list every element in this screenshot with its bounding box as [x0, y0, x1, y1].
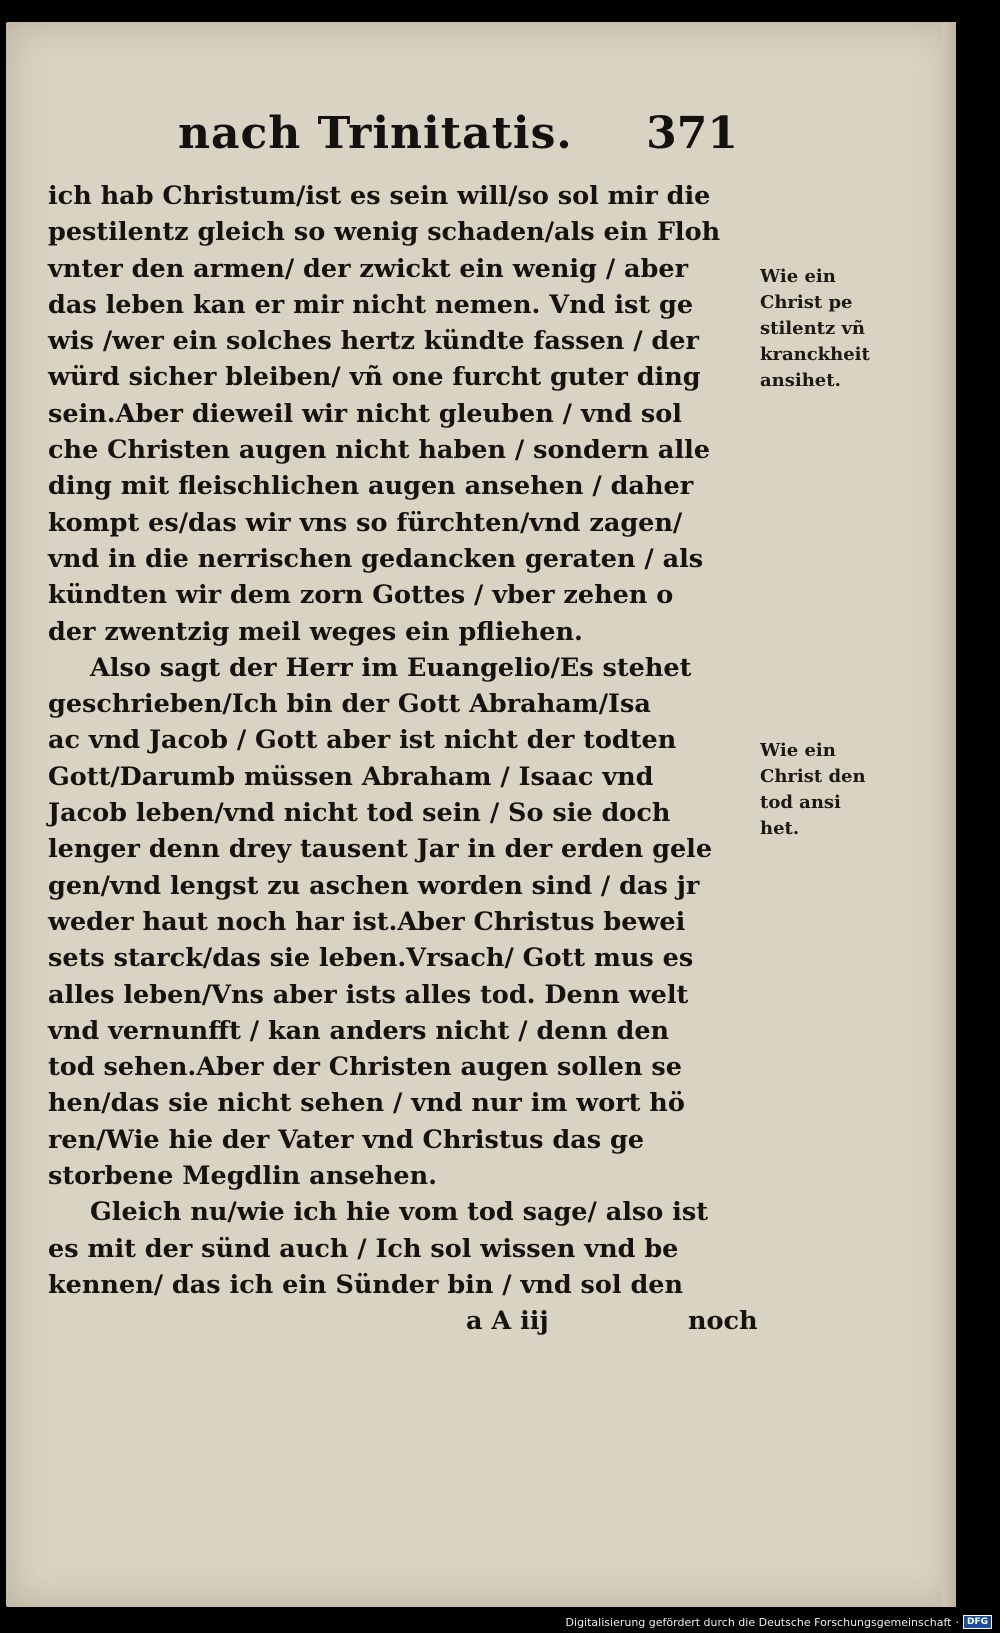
- text-line: vnter den armen/ der zwickt ein wenig / aber: [48, 253, 689, 284]
- text-line: wis /wer ein solches hertz kündte fassen / der: [48, 326, 699, 357]
- footer-credit: Digitalisierung gefördert durch die Deutsche Forschungsgemeinschaft: [565, 1615, 952, 1629]
- text-line: hen/das sie nicht sehen / vnd nur im wort hö: [48, 1088, 685, 1119]
- page-number: 371: [646, 108, 738, 159]
- text-line: es mit der sünd auch / Ich sol wissen vnd be: [48, 1233, 679, 1264]
- catchword: noch: [688, 1306, 758, 1337]
- text-line: alles leben/Vns aber ists alles tod. Denn welt: [48, 979, 689, 1010]
- margin-note-line: Christ pe: [760, 292, 853, 313]
- text-line: Jacob leben/vnd nicht tod sein / So sie doch: [48, 798, 671, 829]
- margin-note-line: Wie ein: [760, 740, 836, 761]
- page-edge: [942, 22, 956, 1607]
- signature-mark: a A iij: [466, 1306, 549, 1337]
- margin-note: [760, 264, 900, 394]
- text-line: das leben kan er mir nicht nemen. Vnd ist ge: [48, 289, 694, 320]
- text-line: ren/Wie hie der Vater vnd Christus das ge: [48, 1124, 645, 1155]
- catchword-line: [48, 1303, 758, 1339]
- text-line: vnd vernunfft / kan anders nicht / denn den: [48, 1015, 670, 1046]
- text-line: würd sicher bleiben/ vñ one furcht guter ding: [48, 362, 701, 393]
- text-line: kompt es/das wir vns so fürchten/vnd zagen/: [48, 507, 683, 538]
- dfg-logo: DFG: [963, 1615, 992, 1629]
- margin-note-line: ansihet.: [760, 370, 841, 391]
- text-line: ich hab Christum/ist es sein will/so sol mir die: [48, 181, 711, 211]
- text-line: pestilentz gleich so wenig schaden/als ein Floh: [48, 217, 721, 248]
- margin-note-line: Christ den: [760, 766, 866, 787]
- body-text: [48, 178, 758, 1340]
- margin-note-line: Wie ein: [760, 266, 836, 287]
- text-line: kennen/ das ich ein Sünder bin / vnd sol den: [48, 1269, 684, 1300]
- text-line: ding mit fleischlichen augen ansehen / daher: [48, 471, 694, 502]
- margin-note-line: kranckheit: [760, 344, 870, 365]
- margin-note-line: tod ansi: [760, 792, 841, 813]
- text-line: Gleich nu/wie ich hie vom tod sage/ also ist: [90, 1197, 708, 1228]
- text-line: vnd in die nerrischen gedancken geraten / als: [48, 543, 704, 574]
- text-line: kündten wir dem zorn Gottes / vber zehen o: [48, 580, 674, 611]
- margin-note-line: stilentz vñ: [760, 318, 866, 339]
- text-line: sein.Aber dieweil wir nicht gleuben / vnd sol: [48, 398, 682, 429]
- running-head: nach Trinitatis.: [178, 108, 573, 159]
- footer-separator: ·: [955, 1615, 959, 1629]
- page-header: [178, 108, 738, 168]
- text-line: geschrieben/Ich bin der Gott Abraham/Isa: [48, 689, 651, 720]
- text-line: lenger denn drey tausent Jar in der erden gele: [48, 834, 713, 865]
- text-line: Also sagt der Herr im Euangelio/Es stehet: [90, 652, 692, 683]
- margin-note-line: het.: [760, 818, 800, 839]
- text-line: ac vnd Jacob / Gott aber ist nicht der todten: [48, 725, 677, 756]
- text-line: Gott/Darumb müssen Abraham / Isaac vnd: [48, 761, 654, 792]
- text-line: der zwentzig meil weges ein pfliehen.: [48, 616, 583, 647]
- text-line: weder haut noch har ist.Aber Christus bewei: [48, 906, 686, 937]
- text-line: che Christen augen nicht haben / sondern alle: [48, 435, 711, 466]
- text-line: storbene Megdlin ansehen.: [48, 1161, 437, 1192]
- text-line: sets starck/das sie leben.Vrsach/ Gott mus es: [48, 943, 694, 974]
- text-line: tod sehen.Aber der Christen augen sollen se: [48, 1052, 683, 1083]
- digitization-footer: [566, 1615, 992, 1629]
- text-line: gen/vnd lengst zu aschen worden sind / das jr: [48, 870, 700, 901]
- margin-note: [760, 738, 900, 842]
